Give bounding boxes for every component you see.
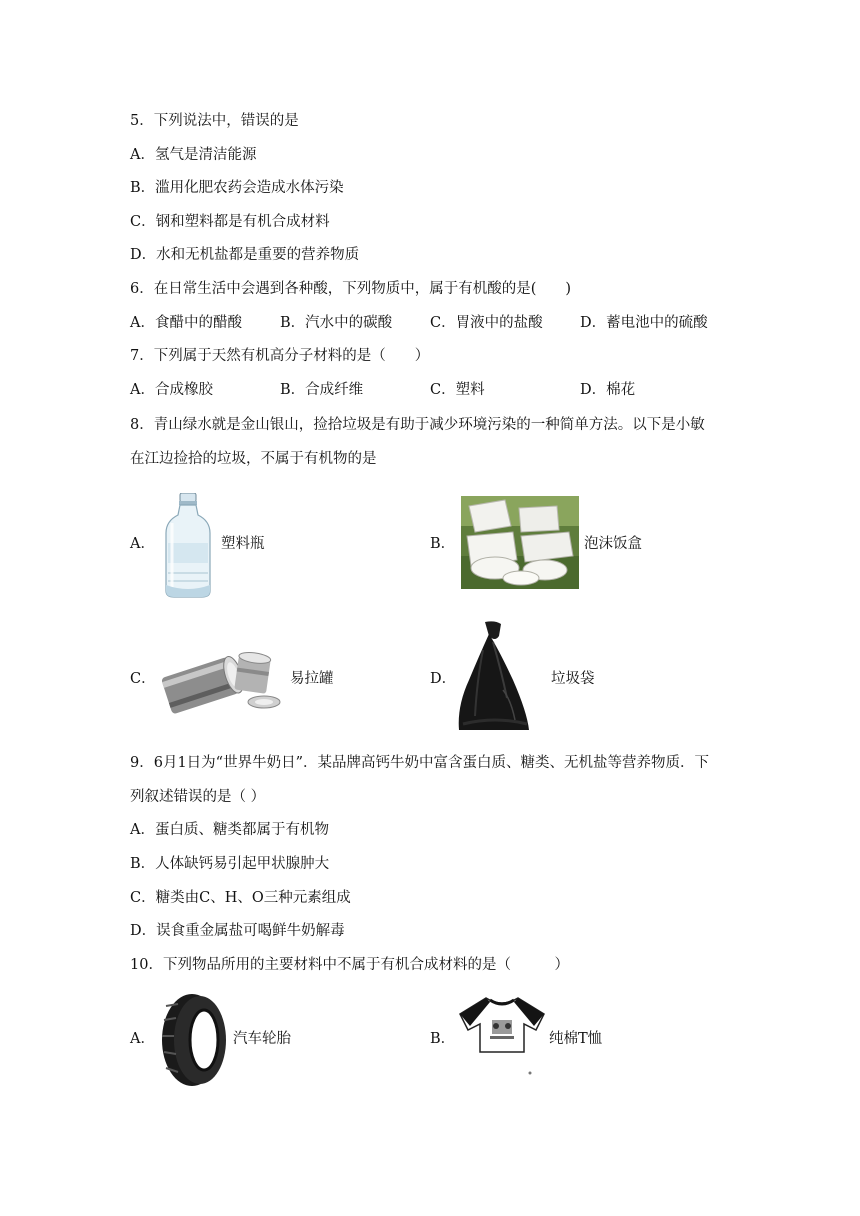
q5-stem: 5．下列说法中，错误的是 [130,113,299,129]
q9-stem-line1: 9．6月1日为“世界牛奶日”．某品牌高钙牛奶中富含蛋白质、糖类、无机盐等营养物质．下 [130,755,709,771]
q8-option-b-label: 泡沫饭盒 [584,536,642,552]
q6-option-a: A．食醋中的醋酸 [130,315,242,331]
q8-option-c-label: 易拉罐 [290,671,334,687]
q6-option-b: B．汽水中的碳酸 [280,315,393,331]
tshirt-image [456,992,548,1078]
q10-stem: 10．下列物品所用的主要材料中不属于有机合成材料的是（ ） [130,957,569,973]
q6-option-c: C．胃液中的盐酸 [430,315,543,331]
plastic-bottle-image [158,493,218,598]
q6-option-d: D．蓄电池中的硫酸 [580,315,708,331]
q10-option-a-letter: A． [130,1031,155,1047]
q5-option-b: B．滥用化肥农药会造成水体污染 [130,180,344,196]
q7-stem: 7．下列属于天然有机高分子材料的是（ ） [130,348,430,364]
q7-option-b: B．合成纤维 [280,382,364,398]
q9-stem-line2: 列叙述错误的是（ ） [130,789,266,805]
q7-option-a: A．合成橡胶 [130,382,213,398]
q10-option-b-label: 纯棉T恤 [549,1031,603,1047]
q9-option-c: C．糖类由C、H、O三种元素组成 [130,890,351,906]
q6-stem: 6．在日常生活中会遇到各种酸，下列物质中，属于有机酸的是( ) [130,281,572,297]
q9-option-a: A．蛋白质、糖类都属于有机物 [130,822,329,838]
q5-option-d: D．水和无机盐都是重要的营养物质 [130,247,360,263]
q8-option-b-letter: B． [430,536,456,552]
foam-lunch-box-image [461,496,579,589]
q8-stem-line1: 8．青山绿水就是金山银山，捡拾垃圾是有助于减少环境污染的一种简单方法。以下是小敏 [130,417,705,433]
garbage-bag-image [455,620,533,734]
q9-option-d: D．误食重金属盐可喝鲜牛奶解毒 [130,923,345,939]
q7-option-d: D．棉花 [580,382,636,398]
q8-option-c-letter: C． [130,671,156,687]
q8-option-d-label: 垃圾袋 [551,671,595,687]
q8-stem-line2: 在江边捡拾的垃圾，不属于有机物的是 [130,451,377,467]
q7-option-c: C．塑料 [430,382,485,398]
q8-option-a-label: 塑料瓶 [221,536,265,552]
q10-option-a-label: 汽车轮胎 [233,1031,291,1047]
tire-image [156,992,232,1088]
q5-option-c: C．钢和塑料都是有机合成材料 [130,214,330,230]
q10-option-b-letter: B． [430,1031,456,1047]
can-image [154,640,288,720]
q9-option-b: B．人体缺钙易引起甲状腺肿大 [130,856,330,872]
q5-option-a: A．氢气是清洁能源 [130,147,257,163]
q8-option-a-letter: A． [130,536,155,552]
q8-option-d-letter: D． [430,671,457,687]
